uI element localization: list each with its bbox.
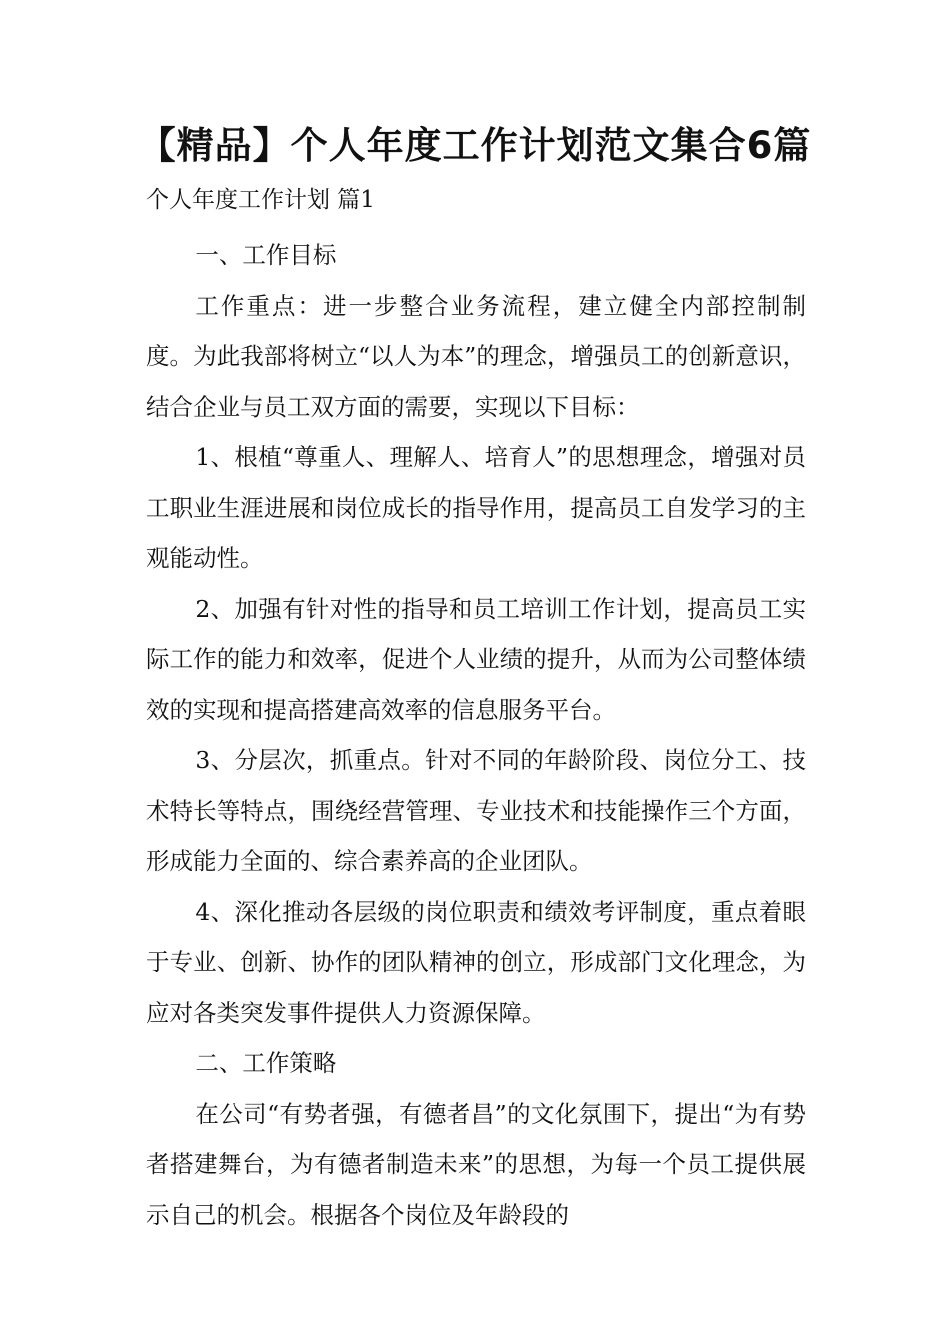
paragraph-goal-2: 2、加强有针对性的指导和员工培训工作计划，提高员工实际工作的能力和效率，促进个人业绩的提升，从而为公司整体绩效的实现和提高搭建高效率的信息服务平台。 — [146, 594, 806, 724]
paragraph-goal-1: 1、根植“尊重人、理解人、培育人”的思想理念，增强对员工职业生涯进展和岗位成长的指导作用，提高员工自发学习的主观能动性。 — [146, 443, 806, 572]
paragraph-goal-3: 3、分层次，抓重点。针对不同的年龄阶段、岗位分工、技术特长等特点，围绕经营管理、专业技术和技能操作三个方面，形成能力全面的、综合素养高的企业团队。 — [146, 746, 806, 875]
paragraph-goal-4: 4、深化推动各层级的岗位职责和绩效考评制度，重点着眼于专业、创新、协作的团队精神的创立，形成部门文化理念，为应对各类突发事件提供人力资源保障。 — [146, 897, 806, 1027]
section-heading-goals: 一、工作目标 — [195, 241, 337, 269]
section-heading-strategy: 二、工作策略 — [195, 1049, 337, 1077]
paragraph-strategy: 在公司“有势者强，有德者昌”的文化氛围下，提出“为有势者搭建舞台，为有德者制造未来”的思想，为每一个员工提供展示自己的机会。根据各个岗位及年龄段的 — [146, 1099, 806, 1229]
document-subtitle: 个人年度工作计划 篇1 — [146, 187, 375, 213]
document-body — [146, 230, 806, 1240]
document-title: 【精品】个人年度工作计划范文集合6篇 — [138, 124, 812, 167]
paragraph-work-focus: 工作重点：进一步整合业务流程，建立健全内部控制制度。为此我部将树立“以人为本”的理念，增强员工的创新意识，结合企业与员工双方面的需要，实现以下目标： — [146, 291, 806, 421]
